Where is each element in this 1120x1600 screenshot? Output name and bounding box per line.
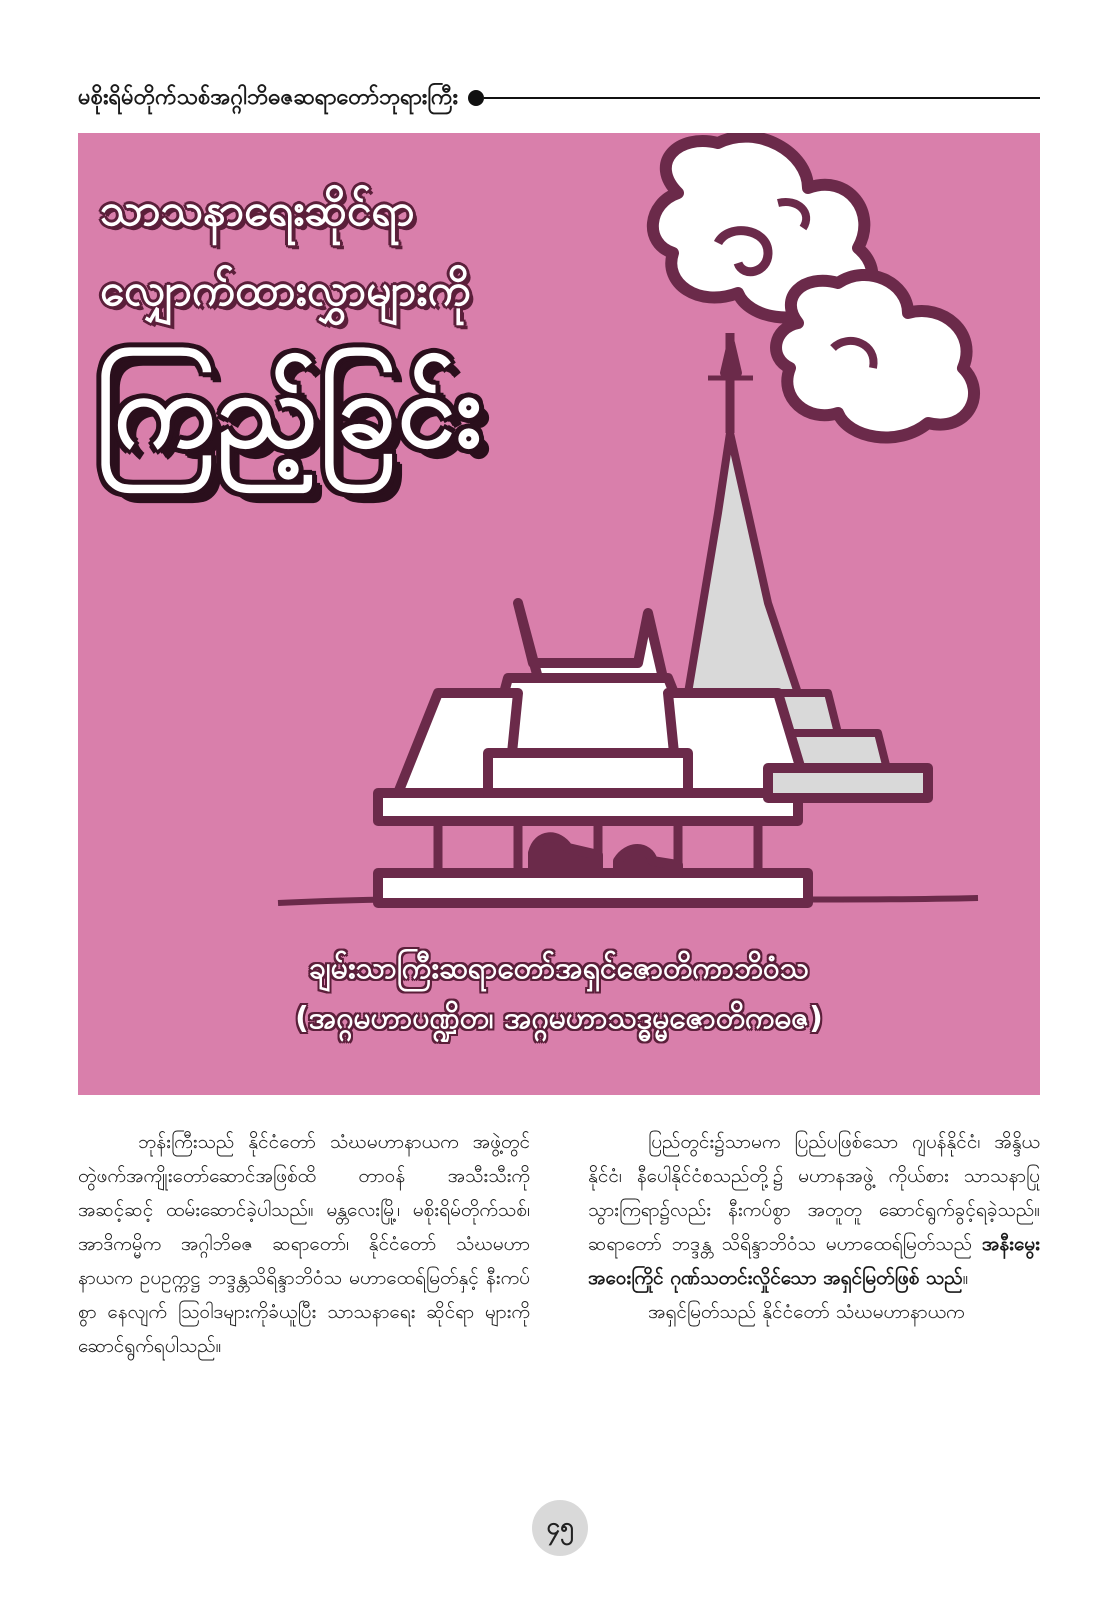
author-name: ချမ်းသာကြီးဆရာတော်အရှင်ဇောတိကာဘိဝံသ — [309, 951, 809, 986]
right-paragraph-1-text: ပြည်တွင်း၌သာမက ပြည်ပဖြစ်သော ဂျပန်နိုင်ငံ၊ အိန္ဒိယနိုင်ငံ၊ နီပေါနိုင်ငံစသည်တို့၌ မဟာနအဖွဲ့ ကိုယ်စား သာသနာပြု သွားကြရာ၌လည်း နီးကပ်စွာ အတူတူ ဆောင်ရွက်ခွင့်ရခဲ့သည်။ ဆရာတော် ဘဒ္ဒန္တ သိရိန္ဒာဘိဝံသ မဟာထေရ်မြတ်သည် — [588, 1131, 1040, 1255]
cloud-lower — [776, 275, 974, 438]
title-main: ကြည့်ခြင်း — [96, 349, 484, 471]
header-rule — [484, 97, 1040, 99]
author-titles: (အဂ္ဂမဟာပဏ္ဍိတ၊ အဂ္ဂမဟာသဒ္ဓမ္မဇောတိကဓဇ) — [295, 1001, 823, 1036]
right-paragraph-2: အရှင်မြတ်သည် နိုင်ငံတော် သံဃမဟာနာယက — [648, 1301, 965, 1323]
title-line-2: လျှောက်ထားလွှာများကို — [100, 265, 471, 316]
right-paragraph-1-end: ။ — [962, 1267, 969, 1289]
title-line-1: သာသနာရေးဆိုင်ရာ — [100, 185, 415, 236]
left-column — [78, 1125, 530, 1363]
right-column — [588, 1125, 1040, 1363]
running-title: မစိုးရိမ်တိုက်သစ်အဂ္ဂါဘိဓဇဆရာတော်ဘုရားကြီး — [78, 84, 459, 110]
chapter-hero-panel — [78, 133, 1040, 1095]
header-bullet — [468, 90, 484, 106]
body-text — [78, 1125, 1040, 1363]
left-paragraph-1: ဘုန်းကြီးသည် နိုင်ငံတော် သံဃမဟာနာယက အဖွဲ့တွင် တွဲဖက်အကျိုးတော်ဆောင်အဖြစ်ထိ တာဝန် အသီးသီးကို အဆင့်ဆင့် ထမ်းဆောင်ခဲ့ပါသည်။ မန္တလေးမြို့၊ မစိုးရိမ်တိုက်သစ်၊ အာဒိကမ္မိက အဂ္ဂါဘိဓဇ ဆရာတော်၊ နိုင်ငံတော် သံဃမဟာနာယက ဥပဥက္ကဋ္ဌ ဘဒ္ဒန္တသိရိန္ဒာဘိဝံသ မဟာထေရ်မြတ်နှင့် နီးကပ်စွာ နေလျက် ဩဝါဒများကိုခံယူပြီး သာသနာရေး ဆိုင်ရာ များကို ဆောင်ရွက်ရပါသည်။ — [78, 1131, 530, 1357]
right-paragraph-1 — [588, 1125, 1040, 1295]
right-paragraph-1-emphasis: အနီးမွေး အဝေးကြိုင် ဂုဏ်သတင်းလှိုင်သော အရှင်မြတ်ဖြစ် သည် — [588, 1233, 1040, 1289]
running-header — [78, 80, 1040, 116]
page-number: ၄၅ — [532, 1500, 588, 1556]
